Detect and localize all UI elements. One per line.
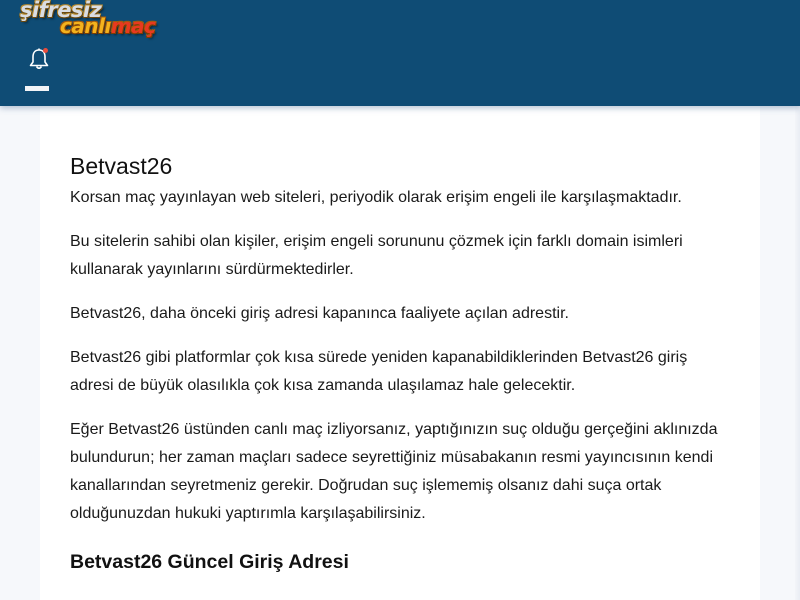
logo-line-2-accent: maç	[110, 14, 156, 38]
site-logo[interactable]	[20, 0, 168, 40]
page-scrollbar[interactable]	[795, 106, 800, 600]
page-title: Betvast26	[70, 153, 173, 179]
paragraph: Bu sitelerin sahibi olan kişiler, erişim engeli sorununu çözmek için farklı domain isimleri kullanarak yayınlarını sürdürmektedirler.	[70, 233, 683, 278]
paragraph: Betvast26 gibi platformlar çok kısa sürede yeniden kapanabildiklerinden Betvast26 giriş adresi de büyük olasılıkla çok kısa zamanda ulaşılamaz hale gelecektir.	[70, 349, 688, 394]
logo-line-1: şifresiz	[20, 0, 102, 22]
site-header	[0, 0, 800, 106]
section-heading: Betvast26 Güncel Giriş Adresi	[70, 551, 349, 573]
paragraph: Korsan maç yayınlayan web siteleri, periyodik olarak erişim engeli ile karşılaşmaktadır.	[70, 189, 682, 206]
paragraph: Eğer Betvast26 üstünden canlı maç izliyorsanız, yaptığınızın suç olduğu gerçeğini aklınızda bulundurun; her zaman maçları sadece seyrettiğiniz müsabakanın resmi yayıncısının kendi kanallarından seyretmeniz gerekir. Doğrudan suç işlememiş olsanız dahi suça ortak olduğunuzdan hukuki yaptırımla karşılaşabilirsiniz.	[70, 421, 718, 522]
article	[70, 150, 730, 576]
notifications-button[interactable]	[28, 47, 50, 71]
logo-line-2-main: canlı	[60, 14, 111, 38]
logo-line-2	[60, 14, 156, 38]
paragraph: Betvast26, daha önceki giriş adresi kapanınca faaliyete açılan adrestir.	[70, 305, 569, 322]
menu-toggle-button[interactable]	[25, 86, 49, 91]
notification-badge	[43, 48, 48, 53]
